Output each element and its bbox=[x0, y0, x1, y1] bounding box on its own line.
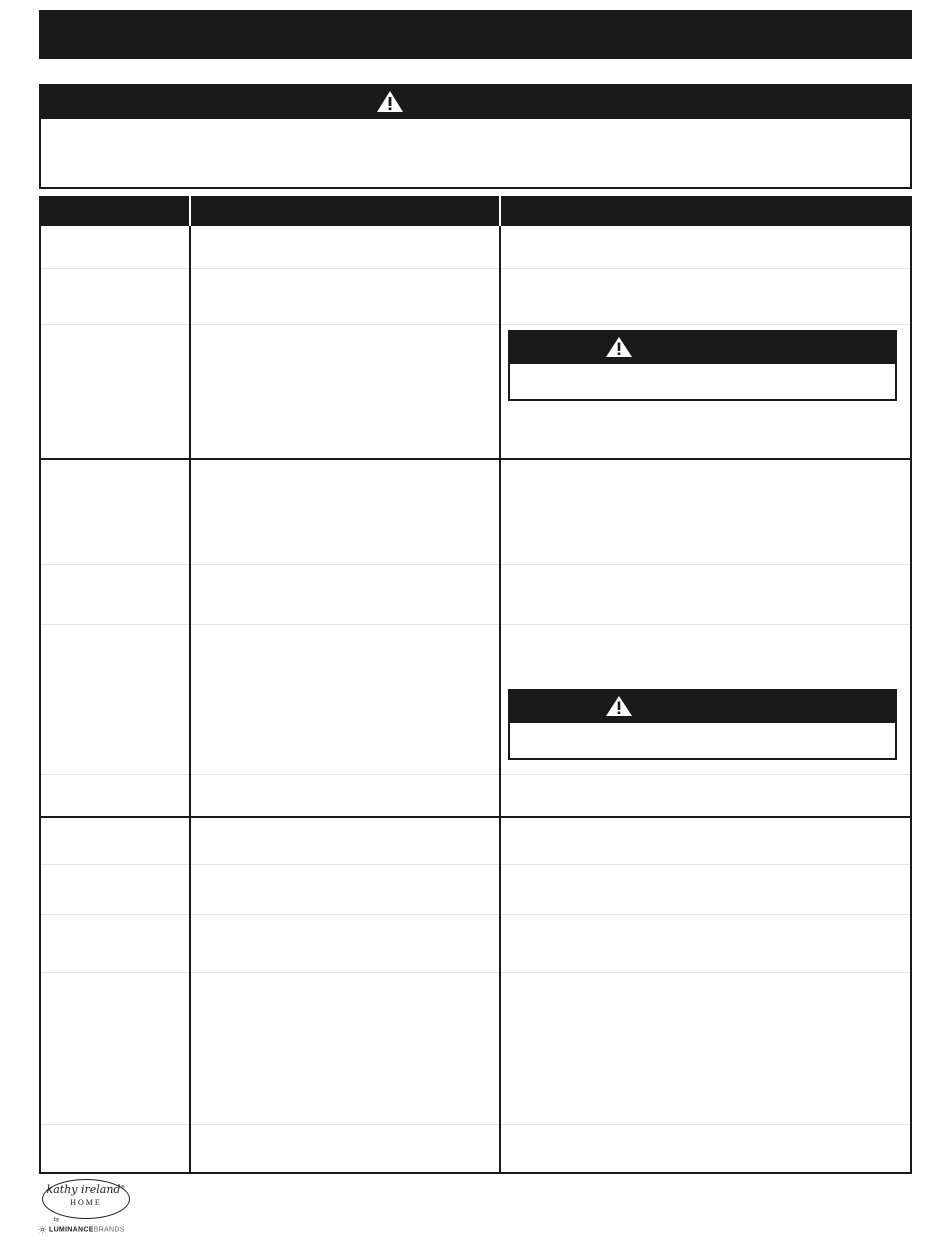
sub-row-line bbox=[41, 268, 189, 269]
sub-row-line bbox=[41, 972, 189, 973]
sub-row-line bbox=[191, 774, 499, 775]
logo-by-line: by bbox=[54, 1217, 60, 1223]
row-divider bbox=[41, 816, 910, 818]
warning-body bbox=[39, 119, 912, 189]
sub-row-line bbox=[191, 268, 499, 269]
sub-row-line bbox=[41, 624, 189, 625]
sub-row-line bbox=[501, 972, 910, 973]
sub-row-line bbox=[191, 564, 499, 565]
sub-row-line bbox=[191, 972, 499, 973]
page-title-bar bbox=[39, 10, 912, 59]
sub-row-line bbox=[501, 564, 910, 565]
sub-row-line bbox=[191, 1124, 499, 1125]
logo-home-line: HOME bbox=[70, 1198, 102, 1207]
warning-header bbox=[39, 84, 912, 119]
inner-warning-body bbox=[508, 364, 897, 401]
sub-row-line bbox=[191, 324, 499, 325]
sub-row-line bbox=[41, 564, 189, 565]
table-header-row bbox=[39, 196, 912, 226]
brand-logo bbox=[38, 1175, 148, 1241]
sun-burst-icon bbox=[38, 1225, 47, 1234]
warning-triangle-icon bbox=[605, 695, 633, 717]
sub-row-line bbox=[191, 914, 499, 915]
sub-row-line bbox=[501, 914, 910, 915]
sub-row-line bbox=[501, 1124, 910, 1125]
sub-row-line bbox=[191, 864, 499, 865]
sub-row-line bbox=[41, 1124, 189, 1125]
column-divider bbox=[499, 226, 501, 1172]
inner-warning-body bbox=[508, 723, 897, 760]
inner-warning-header bbox=[508, 689, 897, 723]
header-divider bbox=[189, 196, 191, 226]
column-divider bbox=[189, 226, 191, 1172]
logo-brand-line: kathy ireland® bbox=[46, 1183, 126, 1196]
sub-row-line bbox=[501, 268, 910, 269]
warning-triangle-icon bbox=[376, 90, 404, 113]
sub-row-line bbox=[501, 774, 910, 775]
sub-row-line bbox=[41, 864, 189, 865]
sub-row-line bbox=[41, 324, 189, 325]
sub-row-line bbox=[191, 624, 499, 625]
sub-row-line bbox=[41, 774, 189, 775]
row-divider bbox=[41, 458, 910, 460]
sub-row-line bbox=[501, 864, 910, 865]
sub-row-line bbox=[501, 624, 910, 625]
header-divider bbox=[499, 196, 501, 226]
inner-warning-header bbox=[508, 330, 897, 364]
sub-row-line bbox=[41, 914, 189, 915]
troubleshooting-table bbox=[39, 196, 912, 1174]
sub-row-line bbox=[501, 324, 910, 325]
logo-company: LUMINANCEBRANDS bbox=[38, 1225, 125, 1234]
warning-triangle-icon bbox=[605, 336, 633, 358]
